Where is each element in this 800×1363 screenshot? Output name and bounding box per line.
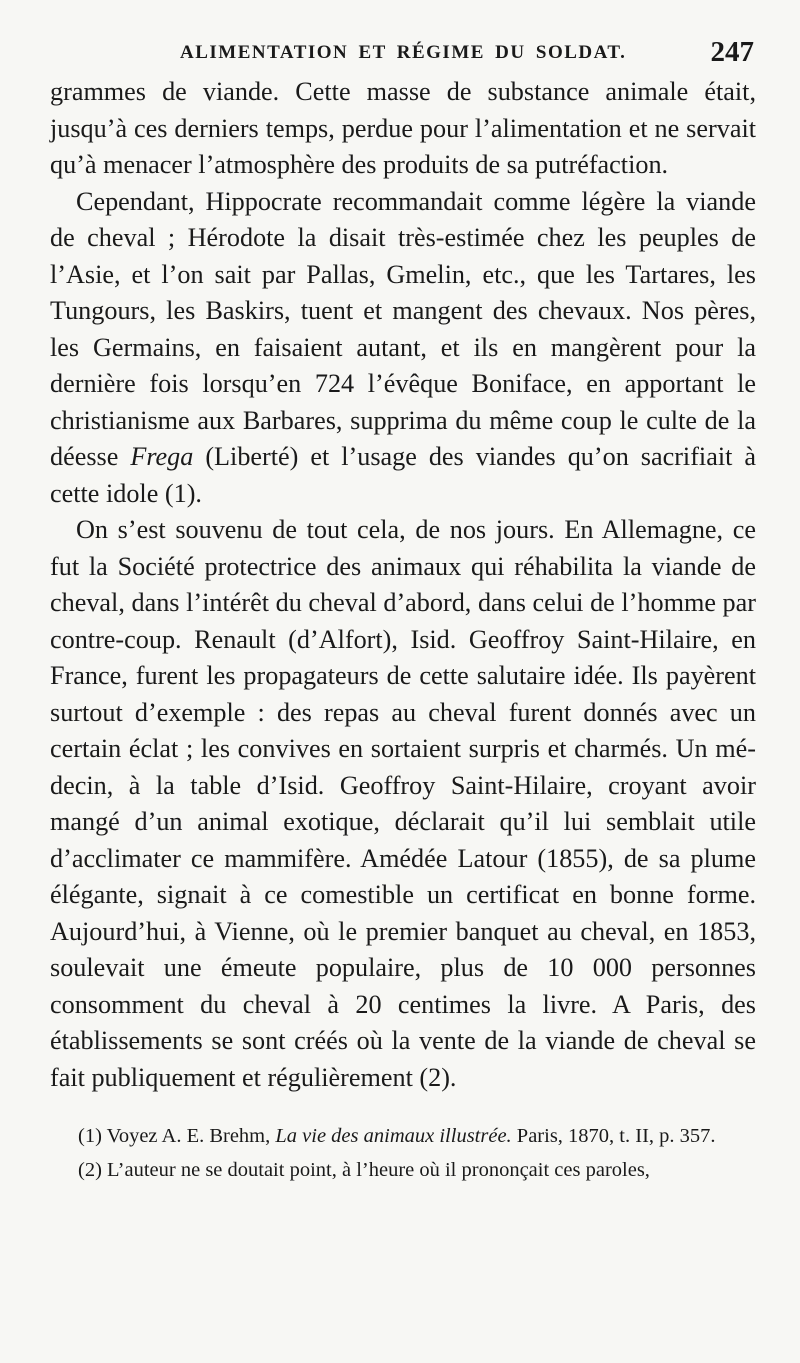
paragraph-1: grammes de viande. Cette masse de substance animale était, jusqu’à ces derniers temps, perdue pour l’alimentation et ne servait qu’à menacer l’atmosphère des produits de sa putréfaction. — [50, 77, 756, 179]
footnote-1-text-a: (1) Voyez A. E. Brehm, — [78, 1125, 276, 1147]
footnote-2: (2) L’auteur ne se doutait point, à l’heure où il prononçait ces paroles, — [78, 1158, 650, 1181]
paragraph-3: On s’est souvenu de tout cela, de nos jours. En Allemagne, ce fut la Société protectrice des animaux qui réhabilita la viande de cheval, dans l’intérêt du cheval d’abord, dans celui de l’homme par contre-coup. Renault (d’Alfort), Isid. Geoffroy Saint-Hilaire, en France, furent les propagateurs de cette salutaire idée. Ils payèrent surtout d’exemple : des repas au cheval furent donnés avec un certain éclat ; les convives en sortaient surpris et charmés. Un médecin, à la table d’Isid. Geoffroy Saint-Hilaire, croyant avoir mangé d’un animal exotique, déclarait qu’il lui semblait utile d’acclimater ce mammifère. Amédée Latour (1855), de sa plume élégante, signait à ce comestible un certificat en bonne forme. Aujourd’hui, à Vienne, où le premier banquet au cheval, en 1853, soulevait une émeute populaire, plus de 10 000 personnes consomment du cheval à 20 centimes la livre. A Paris, des établissements se sont créés où la vente de la viande de cheval se fait publiquement et régulièrement (2). — [50, 515, 756, 1092]
footnote-1-italic: La vie des animaux illustrée. — [275, 1125, 512, 1147]
footnote-1-text-b: Paris, 1870, t. II, p. 357. — [511, 1125, 716, 1147]
body-text — [50, 74, 756, 1096]
paragraph-2-italic: Frega — [130, 442, 194, 471]
page-header — [50, 30, 756, 74]
running-head: ALIMENTATION ET RÉGIME DU SOLDAT. — [180, 42, 627, 63]
paragraph-2-text-b: (Liberté) et l’usage des viandes qu’on sacrifiait à cette idole (1). — [50, 442, 756, 508]
paragraph-2-text-a: Cependant, Hippocrate recommandait comme légère la viande de cheval ; Hérodote la disait très-estimée chez les peuples de l’Asie, et l’on sait par Pallas, Gmelin, etc., que les Tartares, les Tungours, les Baskirs, tuent et mangent des chevaux. Nos pères, les Germains, en faisaient autant, et ils en mangèrent pour la dernière fois lorsqu’en 724 l’évêque Boniface, en apportant le christianisme aux Barbares, supprima du même coup le culte de la déesse — [50, 186, 756, 471]
footnote-1 — [50, 1124, 756, 1150]
footnotes — [50, 1124, 756, 1183]
page-number: 247 — [710, 36, 754, 68]
paragraph-2 — [50, 184, 756, 513]
